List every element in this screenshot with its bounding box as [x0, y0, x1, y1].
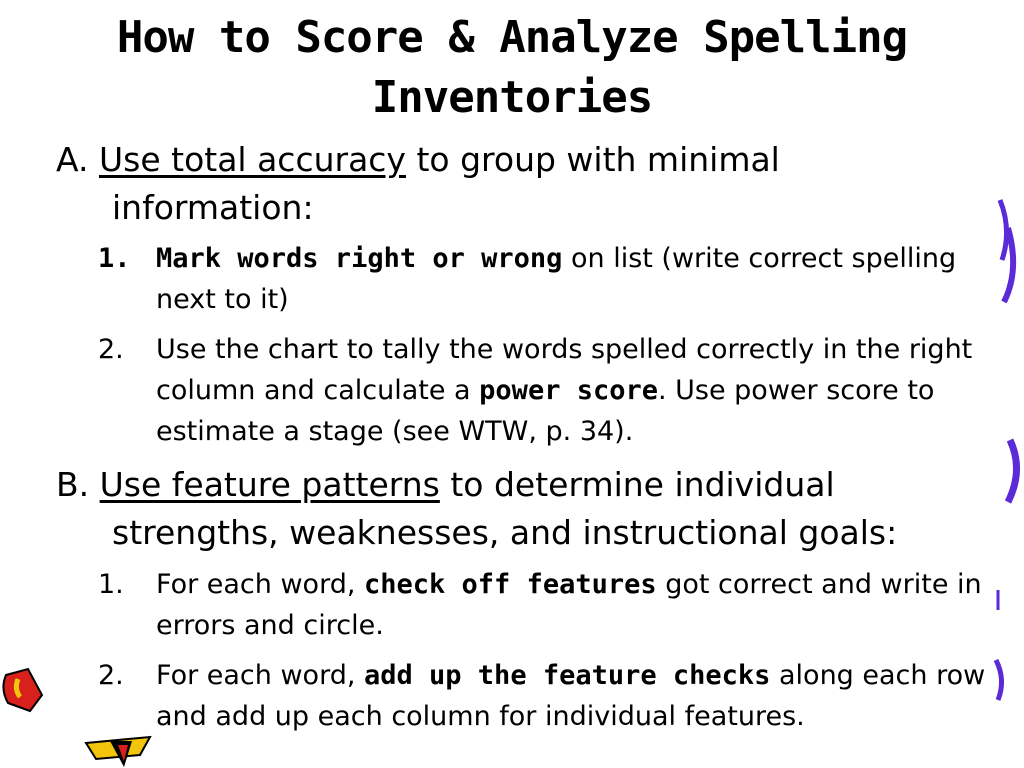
section-b-item-2: [98, 655, 988, 737]
section-a-text-cont: information:: [112, 188, 314, 227]
item-text: [156, 655, 988, 737]
section-a-heading: Use total accuracy: [98, 140, 406, 179]
purple-curve-clipart-icon: [990, 190, 1024, 710]
section-a-marker: A.: [56, 140, 89, 179]
slide-title: How to Score & Analyze Spelling Inventories: [116, 12, 908, 123]
section-b-heading: Use feature patterns: [99, 465, 440, 504]
item-bold-text: add up the feature checks: [364, 660, 771, 691]
section-b-marker: B.: [56, 465, 90, 504]
item-body-text: on list (write correct spelling next to it): [156, 243, 957, 315]
item-bold-text: power score: [479, 375, 658, 406]
item-body-text: For each word,: [156, 569, 356, 600]
item-text: [156, 564, 988, 646]
item-text: [156, 329, 988, 452]
item-body-text: Use the chart to tally the words spelled correctly in the right column and calculate a: [156, 334, 973, 406]
item-text: [156, 238, 988, 320]
item-bold-text: Mark words right or wrong: [156, 243, 563, 274]
item-body-text-after: . Use power score to estimate a stage (see WTW, p. 34).: [156, 375, 935, 447]
item-number: 1.: [98, 569, 124, 600]
item-body-text: For each word,: [156, 660, 356, 691]
section-b-text: to determine individual: [450, 465, 835, 504]
section-b-item-1: [98, 564, 988, 646]
section-a: [56, 136, 986, 232]
section-a-item-1: [98, 238, 988, 320]
pencil-clipart-icon: [0, 655, 160, 768]
item-bold-text: check off features: [364, 569, 657, 600]
section-a-text: to group with minimal: [416, 140, 780, 179]
item-number: 1.: [98, 243, 131, 274]
item-body-text-after: along each row and add up each column for individual features.: [156, 660, 986, 732]
section-b: [56, 461, 986, 557]
item-number: 2.: [98, 334, 124, 365]
section-b-text-cont: strengths, weaknesses, and instructional goals:: [112, 513, 898, 552]
item-body-text-after: got correct and write in errors and circle.: [156, 569, 982, 641]
item-number: 2.: [98, 660, 124, 691]
section-a-item-2: [98, 329, 988, 452]
